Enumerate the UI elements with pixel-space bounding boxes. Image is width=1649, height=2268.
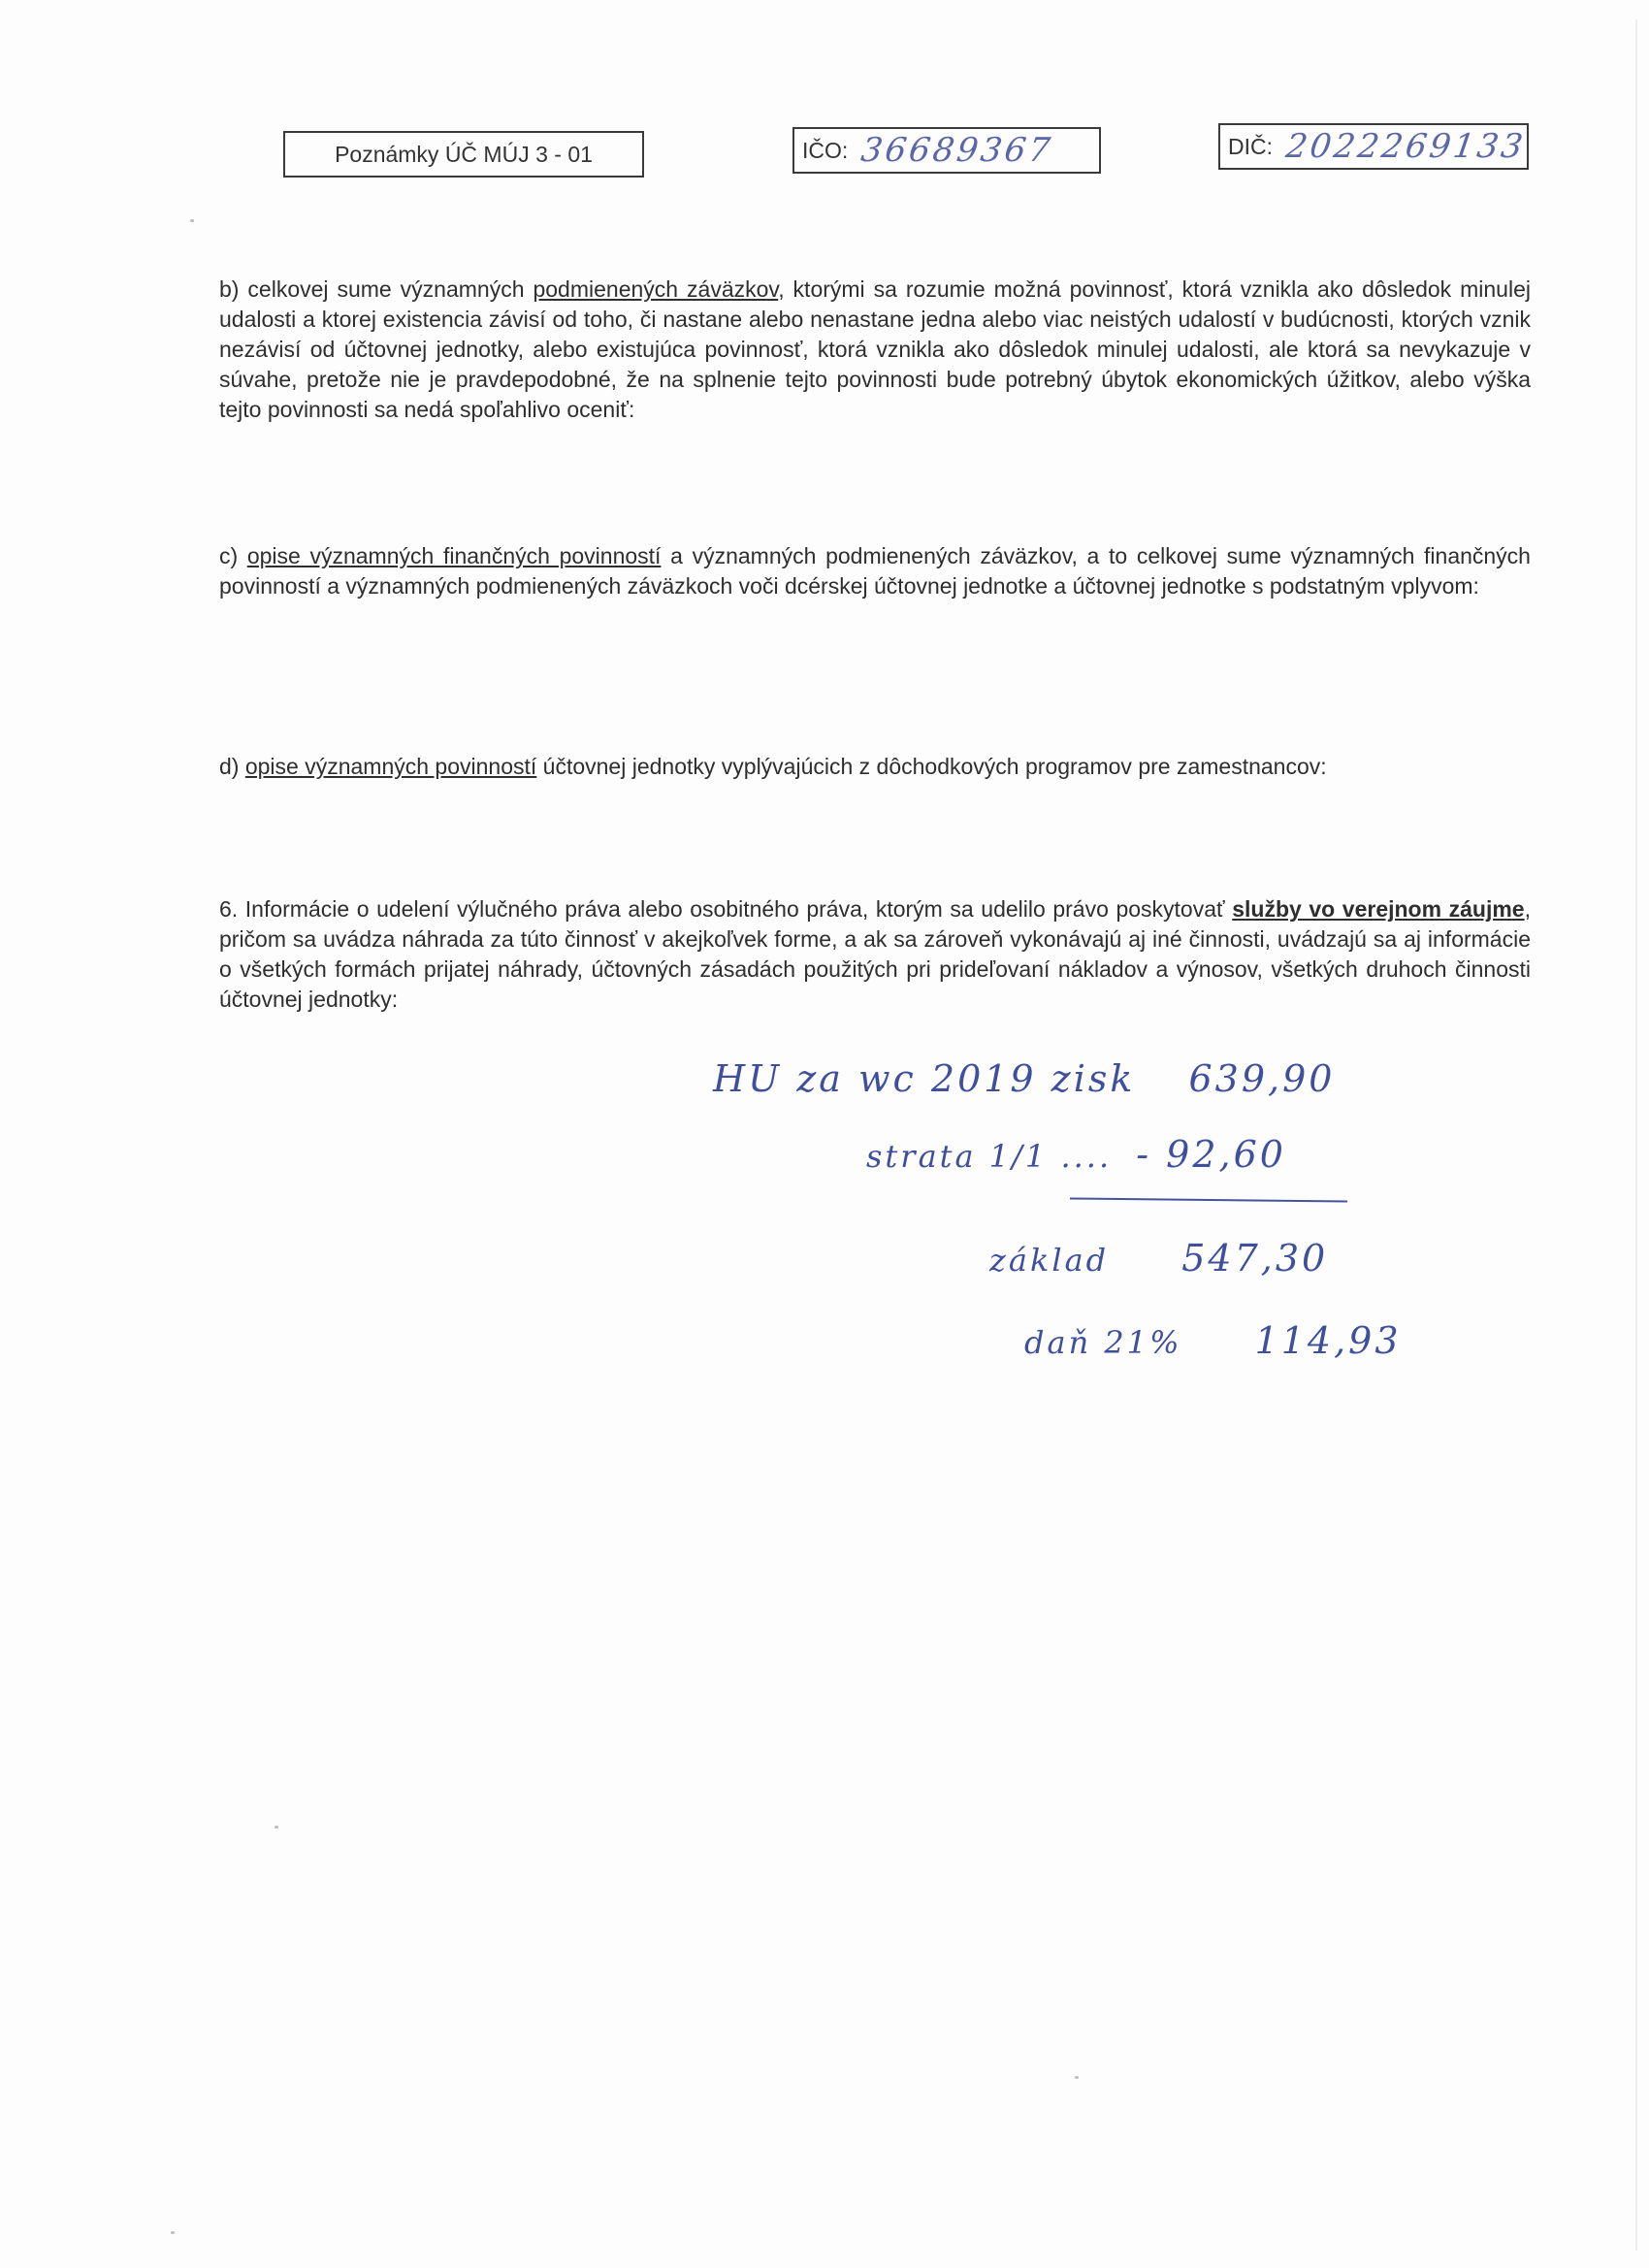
- scan-speck: [1075, 2076, 1079, 2079]
- section-d-paragraph: [219, 752, 1531, 782]
- handwritten-line-3: [989, 1237, 1328, 1280]
- section-d-prefix: d): [219, 754, 245, 779]
- handwritten-line-4-value: 114,93: [1254, 1319, 1402, 1362]
- section-c-prefix: c): [219, 543, 247, 568]
- section-c-paragraph: [219, 541, 1531, 601]
- section-6-prefix: 6. Informácie o udelení výlučného práva alebo osobitného práva, ktorým sa udelilo právo poskytovať: [219, 896, 1233, 922]
- handwritten-line-3-label: základ: [989, 1242, 1110, 1279]
- handwritten-line-1-label: HU za wc 2019 zisk: [713, 1057, 1136, 1100]
- section-b-rest: , ktorými sa rozumie možná povinnosť, ktorá vznikla ako dôsledok minulej udalosti a ktorej existencia závisí od toho, či nastane alebo nenastane jedna alebo viac neistých udalostí v budúcnosti, ktorých vznik nezávisí od účtovnej jednotky, alebo existujúca povinnosť, ktorá vznikla ako dôsledok minulej udalosti, ale ktorá sa nevykazuje v súvahe, pretože nie je pravdepodobné, že na splnenie tejto povinnosti bude potrebný úbytok ekonomických úžitkov, alebo výška tejto povinnosti sa nedá spoľahlivo oceniť:: [219, 276, 1531, 422]
- section-c-underlined: opise významných finančných povinností: [246, 543, 662, 568]
- section-6-paragraph: [219, 894, 1531, 1015]
- ico-label: IČO:: [802, 137, 849, 163]
- handwritten-line-2-label: strata 1/1 ....: [866, 1138, 1113, 1175]
- form-title-box: [283, 131, 644, 178]
- handwritten-line-3-value: 547,30: [1181, 1237, 1329, 1280]
- section-d-rest: účtovnej jednotky vyplývajúcich z dôchodkových programov pre zamestnancov:: [536, 754, 1327, 779]
- dic-value: 2022269133: [1283, 127, 1529, 166]
- handwritten-line-1-value: 639,90: [1188, 1057, 1336, 1100]
- dic-label: DIČ:: [1228, 133, 1273, 159]
- section-6-bold-underlined: služby vo verejnom záujme: [1232, 896, 1525, 922]
- section-6-rest: , pričom sa uvádza náhrada za túto činnosť v akejkoľvek forme, a ak sa zároveň vykonávajú aj iné činnosti, uvádzajú sa aj informácie o všetkých formách prijatej náhrady, účtovných zásadách použitých pri prideľovaní nákladov a výnosov, všetkých druhoch činnosti účtovnej jednotky:: [219, 896, 1531, 1012]
- handwritten-sum-line: [1070, 1198, 1347, 1203]
- scan-speck: [190, 219, 194, 222]
- ico-value: 36689367: [858, 131, 1056, 170]
- handwritten-line-2-value: - 92,60: [1136, 1133, 1286, 1176]
- section-b-underlined: podmienených záväzkov: [533, 276, 779, 302]
- scan-edge-shadow: [1635, 19, 1637, 2251]
- scan-speck: [275, 1826, 278, 1829]
- handwritten-line-4-label: daň 21%: [1024, 1324, 1182, 1361]
- handwritten-line-4: [1024, 1319, 1402, 1362]
- scan-speck: [171, 2231, 175, 2234]
- handwritten-line-2: [866, 1133, 1286, 1176]
- handwritten-line-1: [713, 1057, 1335, 1100]
- section-c-rest: a významných podmienených záväzkov, a to celkovej sume významných finančných povinností a významných podmienených záväzkoch voči dcérskej účtovnej jednotke a účtovnej jednotke s podstatným vplyvom:: [219, 543, 1531, 599]
- section-b-paragraph: [219, 275, 1531, 425]
- section-d-underlined: opise významných povinností: [244, 754, 537, 779]
- ico-box: [792, 127, 1101, 174]
- section-b-prefix: b) celkovej sume významných: [219, 276, 534, 302]
- form-title: Poznámky ÚČ MÚJ 3 - 01: [335, 141, 593, 167]
- dic-box: [1218, 123, 1529, 170]
